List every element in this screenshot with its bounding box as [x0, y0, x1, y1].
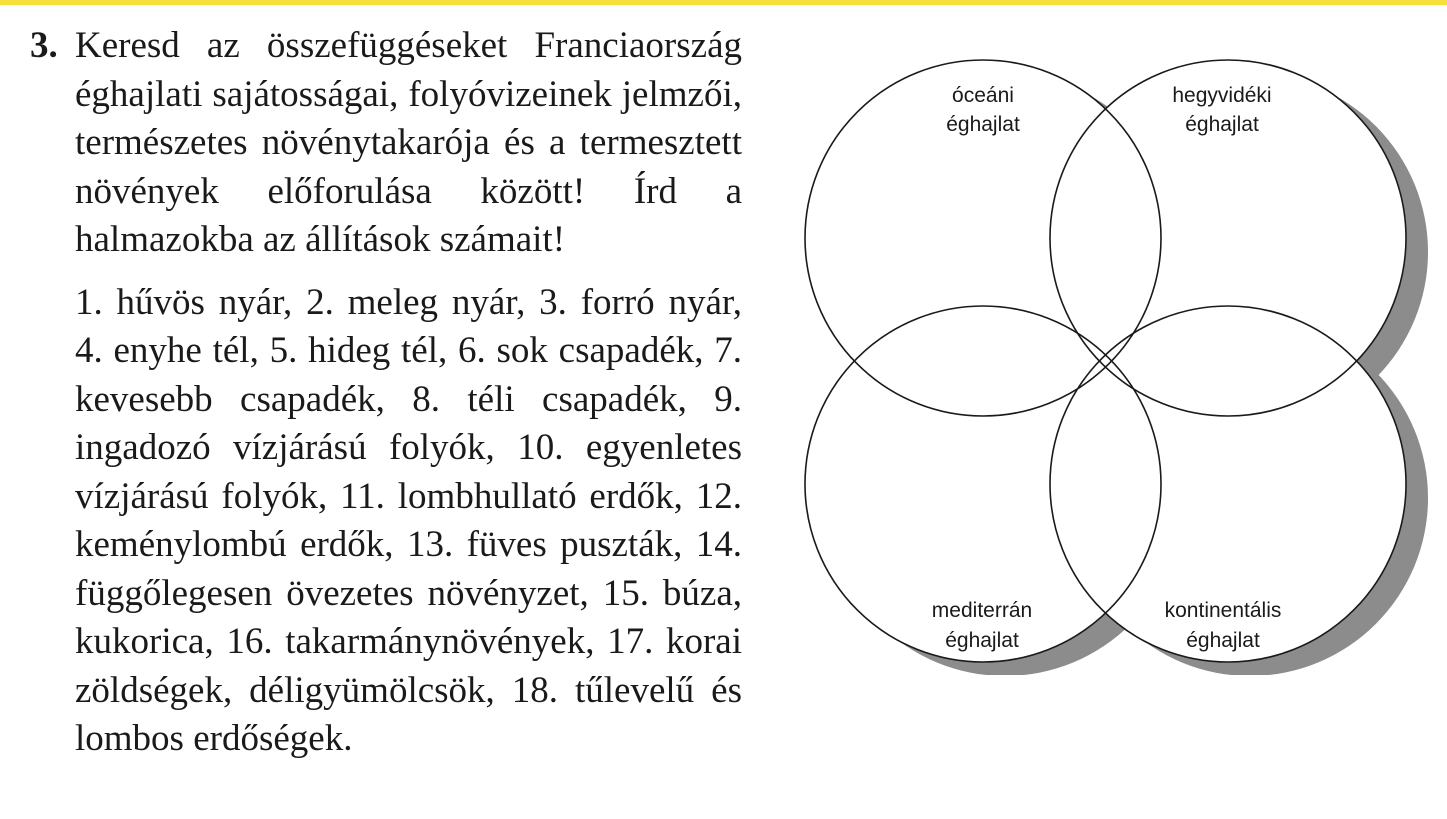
task-instruction: Keresd az összefüggéseket Franciaország éghajlati sajátosságai, folyóvizeinek jelmzői, természetes növénytakarója és a termesztett növények előforulása között! Írd a halmazokba az állítások számait!: [75, 25, 742, 260]
label-mediterranean-line2: éghajlat: [945, 629, 1019, 652]
venn-fills: [805, 60, 1406, 662]
label-mountain-line1: hegyvidéki: [1172, 84, 1272, 107]
label-continental-line1: kontinentális: [1164, 599, 1282, 622]
label-oceanic-line2: éghajlat: [946, 113, 1020, 136]
label-mountain-line2: éghajlat: [1185, 113, 1259, 136]
task-block: [30, 22, 742, 764]
statement-list: 1. hűvös nyár, 2. meleg nyár, 3. forró nyár, 4. enyhe tél, 5. hideg tél, 6. sok csapadék, 7. kevesebb csapadék, 8. téli csapadék, 9. ingadozó vízjárású folyók, 10. egyenletes vízjárású folyók, 11. lombhullató erdők, 12. keménylombú erdők, 13. füves puszták, 14. függőlegesen övezetes növényzet, 15. búza, kukorica, 16. takarmánynövények, 17. korai zöldségek, déligyümölcsök, 18. tűlevelű és lombos erdőségek.: [75, 281, 742, 759]
label-continental-line2: éghajlat: [1186, 629, 1260, 652]
venn-diagram: [795, 55, 1435, 675]
top-accent-rule: [0, 0, 1447, 5]
label-mediterranean-line1: mediterrán: [931, 599, 1033, 622]
task-number: 3.: [30, 25, 58, 66]
label-oceanic-line1: óceáni: [952, 84, 1014, 107]
